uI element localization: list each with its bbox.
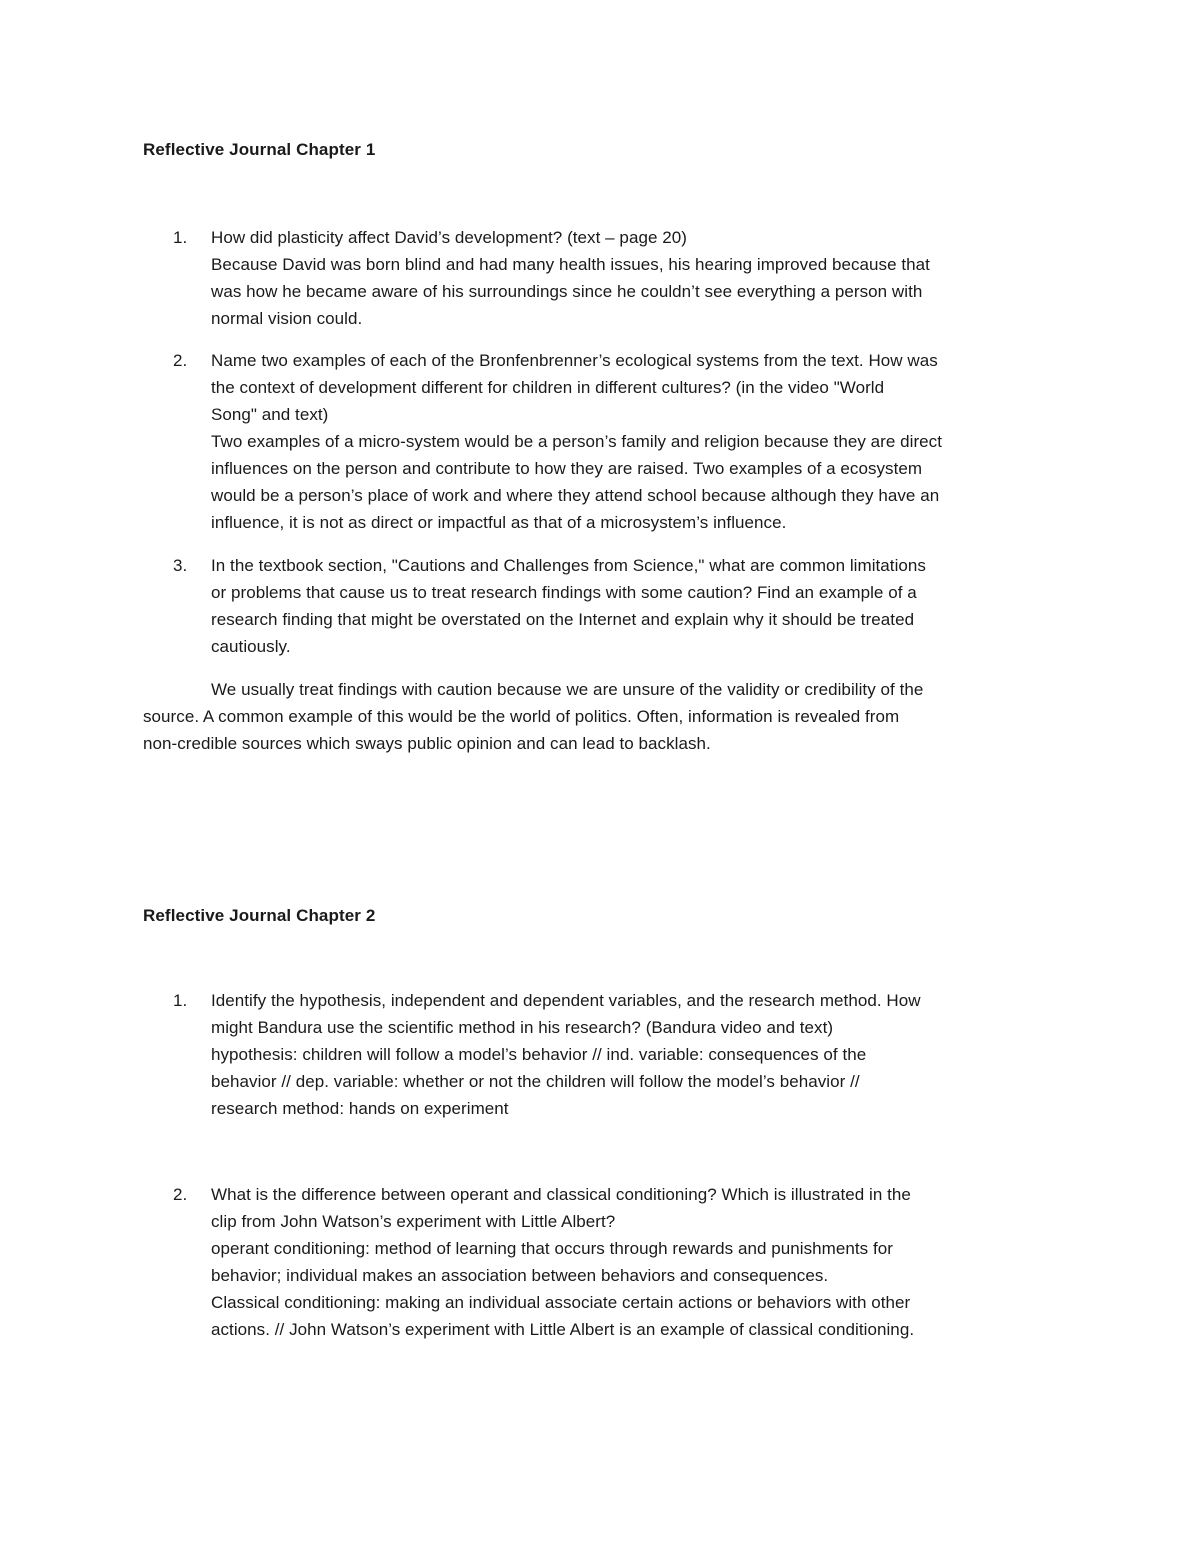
ch2-q1-line-3: hypothesis: children will follow a model’s behavior // ind. variable: consequences of the	[211, 1045, 867, 1064]
ch1-q3-line-3: research finding that might be overstated on the Internet and explain why it should be treated	[211, 610, 915, 629]
ch1-q3-line-2: or problems that cause us to treat research findings with some caution? Find an example of a	[211, 583, 917, 602]
ch2-q1-line-4: behavior // dep. variable: whether or not the children will follow the model’s behavior //	[211, 1072, 860, 1091]
ch1-q1-line-2: Because David was born blind and had many health issues, his hearing improved because that	[211, 255, 930, 274]
ch1-q3-line-4: cautiously.	[211, 637, 291, 656]
ch2-q2-number: 2.	[173, 1185, 188, 1204]
ch1-q2-line-6: would be a person’s place of work and where they attend school because although they have an	[211, 486, 940, 505]
ch1-q2-line-5: influences on the person and contribute to how they are raised. Two examples of a ecosystem	[211, 459, 923, 478]
ch2-q2-line-3: operant conditioning: method of learning that occurs through rewards and punishments for	[211, 1239, 893, 1258]
ch2-q2-line-4: behavior; individual makes an association between behaviors and consequences.	[211, 1266, 829, 1285]
ch1-answer3-line-2: source. A common example of this would be the world of politics. Often, information is revealed from	[143, 707, 900, 726]
ch1-q1-line-3: was how he became aware of his surroundings since he couldn’t see everything a person with	[211, 282, 923, 301]
chapter-2-heading: Reflective Journal Chapter 2	[143, 906, 376, 925]
ch1-q3-number: 3.	[173, 556, 188, 575]
ch2-q2-line-5: Classical conditioning: making an individual associate certain actions or behaviors with other	[211, 1293, 911, 1312]
chapter-1-heading: Reflective Journal Chapter 1	[143, 140, 376, 159]
ch2-q2-line-1: What is the difference between operant and classical conditioning? Which is illustrated in the	[211, 1185, 911, 1204]
ch1-q2-line-4: Two examples of a micro-system would be a person’s family and religion because they are direct	[211, 432, 943, 451]
ch1-q1-line-4: normal vision could.	[211, 309, 363, 328]
ch1-q3-line-1: In the textbook section, "Cautions and Challenges from Science," what are common limitations	[211, 556, 926, 575]
ch2-q1-line-2: might Bandura use the scientific method in his research? (Bandura video and text)	[211, 1018, 834, 1037]
ch2-q1-line-1: Identify the hypothesis, independent and dependent variables, and the research method. How	[211, 991, 921, 1010]
ch1-q2-line-2: the context of development different for children in different cultures? (in the video "World	[211, 378, 885, 397]
ch1-q2-line-7: influence, it is not as direct or impactful as that of a microsystem’s influence.	[211, 513, 787, 532]
ch2-q2-line-2: clip from John Watson’s experiment with Little Albert?	[211, 1212, 616, 1231]
ch1-answer3-line-3: non-credible sources which sways public opinion and can lead to backlash.	[143, 734, 711, 753]
ch1-q1-number: 1.	[173, 228, 188, 247]
ch1-q2-number: 2.	[173, 351, 188, 370]
ch1-q1-line-1: How did plasticity affect David’s development? (text – page 20)	[211, 228, 687, 247]
ch2-q1-line-5: research method: hands on experiment	[211, 1099, 509, 1118]
ch1-answer3-line-1: We usually treat findings with caution because we are unsure of the validity or credibility of the	[211, 680, 924, 699]
ch2-q1-number: 1.	[173, 991, 188, 1010]
ch1-q2-line-3: Song" and text)	[211, 405, 329, 424]
ch1-q2-line-1: Name two examples of each of the Bronfenbrenner’s ecological systems from the text. How was	[211, 351, 938, 370]
ch2-q2-line-6: actions. // John Watson’s experiment with Little Albert is an example of classical conditioning.	[211, 1320, 915, 1339]
